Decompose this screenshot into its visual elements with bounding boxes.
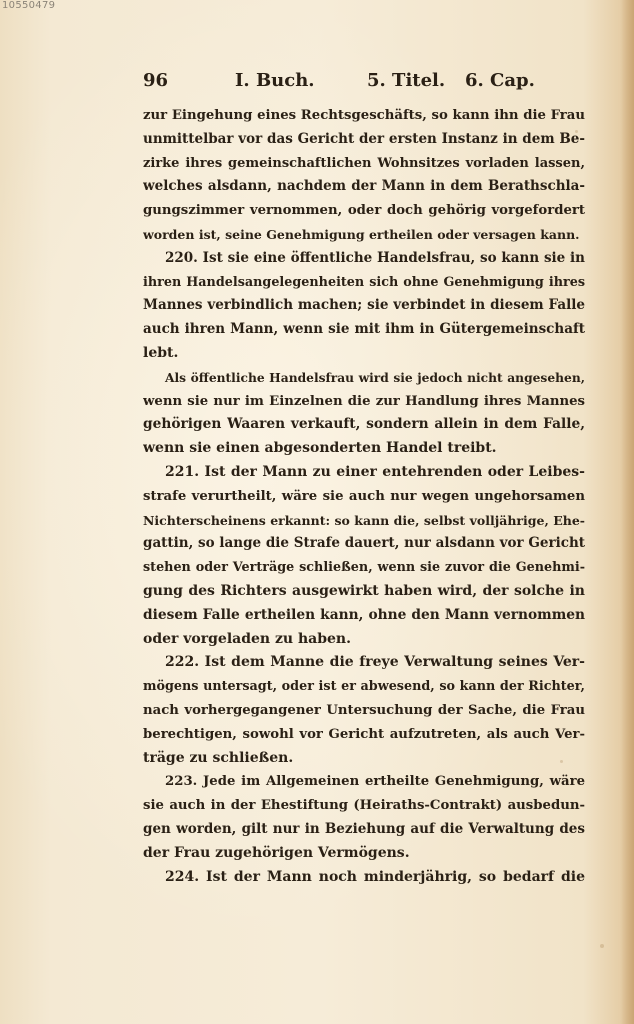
page-edge-shadow: [620, 0, 634, 1024]
text-line: worden ist, seine Genehmigung ertheilen oder versagen kann.: [143, 226, 580, 242]
text-line: oder vorgeladen zu haben.: [143, 630, 351, 647]
text-line: zur Eingehung eines Rechtsgeschäfts, so kann ihn die Frau: [143, 108, 585, 123]
text-line: lebt.: [143, 344, 179, 361]
text-line: auch ihren Mann, wenn sie mit ihm in Gütergemeinschaft: [143, 321, 585, 338]
text-line: Mannes verbindlich machen; sie verbindet in diesem Falle: [143, 297, 585, 314]
text-line: berechtigen, sowohl vor Gericht aufzutreten, als auch Ver-: [143, 726, 585, 742]
text-line: ihren Handelsangelegenheiten sich ohne Genehmigung ihres: [143, 274, 585, 290]
text-line: gattin, so lange die Strafe dauert, nur alsdann vor Gericht: [143, 535, 585, 552]
paragraph-222-start: 222. Ist dem Manne die freye Verwaltung seines Ver-: [165, 654, 585, 671]
text-line: wenn sie einen abgesonderten Handel treibt.: [143, 440, 497, 457]
header-title: 5. Titel.: [367, 70, 446, 91]
paragraph-221-start: 221. Ist der Mann zu einer entehrenden oder Leibes-: [165, 463, 585, 480]
text-line: mögens untersagt, oder ist er abwesend, so kann der Richter,: [143, 679, 585, 695]
text-line: träge zu schließen.: [143, 749, 294, 766]
page-number: 96: [143, 70, 169, 91]
text-line: zirke ihres gemeinschaftlichen Wohnsitzes vorladen lassen,: [143, 155, 585, 171]
running-header: [143, 70, 583, 100]
text-line: gehörigen Waaren verkauft, sondern allein in dem Falle,: [143, 416, 585, 433]
text-line: nach vorhergegangener Untersuchung der Sache, die Frau: [143, 702, 585, 718]
text-line: welches alsdann, nachdem der Mann in dem Berathschla-: [143, 178, 585, 195]
text-line: strafe verurtheilt, wäre sie auch nur wegen ungehorsamen: [143, 488, 585, 504]
text-line: sie auch in der Ehestiftung (Heiraths-Contrakt) ausbedun-: [143, 798, 585, 814]
header-book: I. Buch.: [235, 70, 315, 91]
paragraph-start: Als öffentliche Handelsfrau wird sie jedoch nicht angesehen,: [165, 369, 585, 385]
body-text: [143, 104, 585, 889]
text-line: stehen oder Verträge schließen, wenn sie zuvor die Genehmi-: [143, 560, 585, 576]
paragraph-224-start: 224. Ist der Mann noch minderjährig, so bedarf die: [165, 868, 585, 885]
paragraph-220-start: 220. Ist sie eine öffentliche Handelsfrau, so kann sie in: [165, 249, 585, 266]
text-line: gungszimmer vernommen, oder doch gehörig vorgefordert: [143, 203, 585, 219]
text-line: unmittelbar vor das Gericht der ersten Instanz in dem Be-: [143, 130, 585, 147]
text-line: Nichterscheinens erkannt: so kann die, selbst volljährige, Ehe-: [143, 512, 585, 528]
paragraph-223-start: 223. Jede im Allgemeinen ertheilte Genehmigung, wäre: [165, 774, 585, 790]
text-line: wenn sie nur im Einzelnen die zur Handlung ihres Mannes: [143, 393, 585, 409]
text-line: diesem Falle ertheilen kann, ohne den Mann vernommen: [143, 606, 585, 623]
library-stamp: 10550479: [2, 0, 56, 11]
text-line: gen worden, gilt nur in Beziehung auf die Verwaltung des: [143, 820, 585, 837]
text-line: der Frau zugehörigen Vermögens.: [143, 844, 410, 861]
header-chapter: 6. Cap.: [465, 70, 535, 91]
text-line: gung des Richters ausgewirkt haben wird, der solche in: [143, 582, 585, 599]
paper-spot: [600, 944, 604, 948]
